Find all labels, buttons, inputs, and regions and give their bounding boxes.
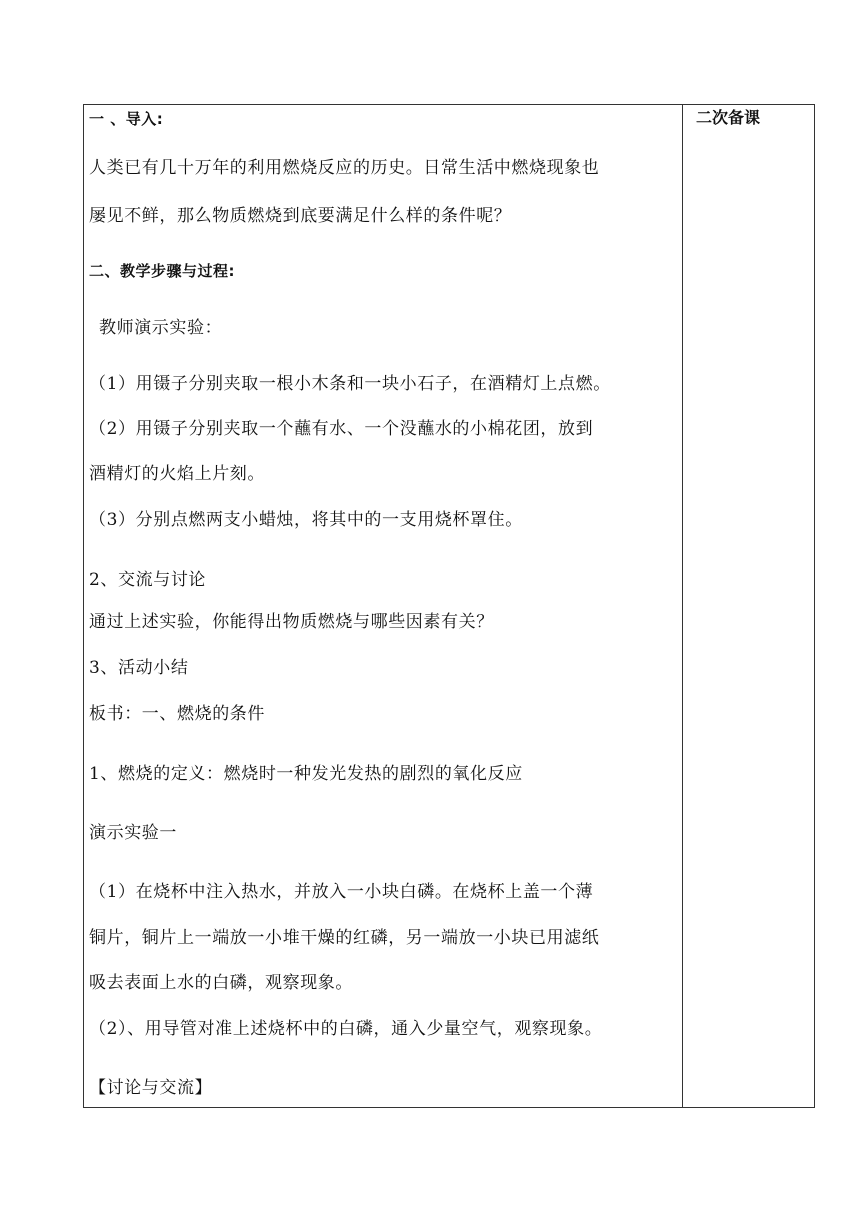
demo1-line-2: 铜片，铜片上一端放一小堆干燥的红磷，另一端放一小块已用滤纸 bbox=[89, 928, 600, 948]
step-3: （3）分别点燃两支小蜡烛，将其中的一支用烧杯罩住。 bbox=[89, 510, 523, 530]
demo1-line-3: 吸去表面上水的白磷，观察现象。 bbox=[89, 973, 353, 993]
step-1: （1）用镊子分别夹取一根小木条和一块小石子，在酒精灯上点燃。 bbox=[89, 374, 611, 394]
demo1-line-1: （1）在烧杯中注入热水，并放入一小块白磷。在烧杯上盖一个薄 bbox=[89, 882, 594, 902]
step-2-line-2: 酒精灯的火焰上片刻。 bbox=[89, 464, 265, 484]
discussion2-title: 【讨论与交流】 bbox=[89, 1078, 213, 1098]
step-2-line-1: （2）用镊子分别夹取一个蘸有水、一个没蘸水的小棉花团，放到 bbox=[89, 419, 594, 439]
section2-heading: 二、教学步骤与过程: bbox=[89, 262, 235, 280]
intro-heading: 一 、导入: bbox=[89, 110, 164, 128]
combustion-definition: 1、燃烧的定义：燃烧时一种发光发热的剧烈的氧化反应 bbox=[89, 764, 523, 784]
revision-column-heading: 二次备课 bbox=[696, 108, 761, 127]
column-divider bbox=[682, 105, 683, 1107]
discussion-title: 2、交流与讨论 bbox=[89, 570, 207, 590]
intro-line-2: 屡见不鲜，那么物质燃烧到底要满足什么样的条件呢？ bbox=[89, 206, 512, 226]
demo1-line-4: （2）、用导管对准上述烧杯中的白磷，通入少量空气，观察现象。 bbox=[89, 1019, 603, 1039]
teacher-demo-label: 教师演示实验： bbox=[99, 318, 223, 338]
demo1-title: 演示实验一 bbox=[89, 823, 177, 843]
lesson-plan-table bbox=[83, 104, 815, 1108]
intro-line-1: 人类已有几十万年的利用燃烧反应的历史。日常生活中燃烧现象也 bbox=[89, 158, 600, 178]
board-title: 板书：一、燃烧的条件 bbox=[89, 704, 265, 724]
discussion-question: 通过上述实验，你能得出物质燃烧与哪些因素有关？ bbox=[89, 612, 494, 632]
summary-title: 3、活动小结 bbox=[89, 658, 189, 678]
